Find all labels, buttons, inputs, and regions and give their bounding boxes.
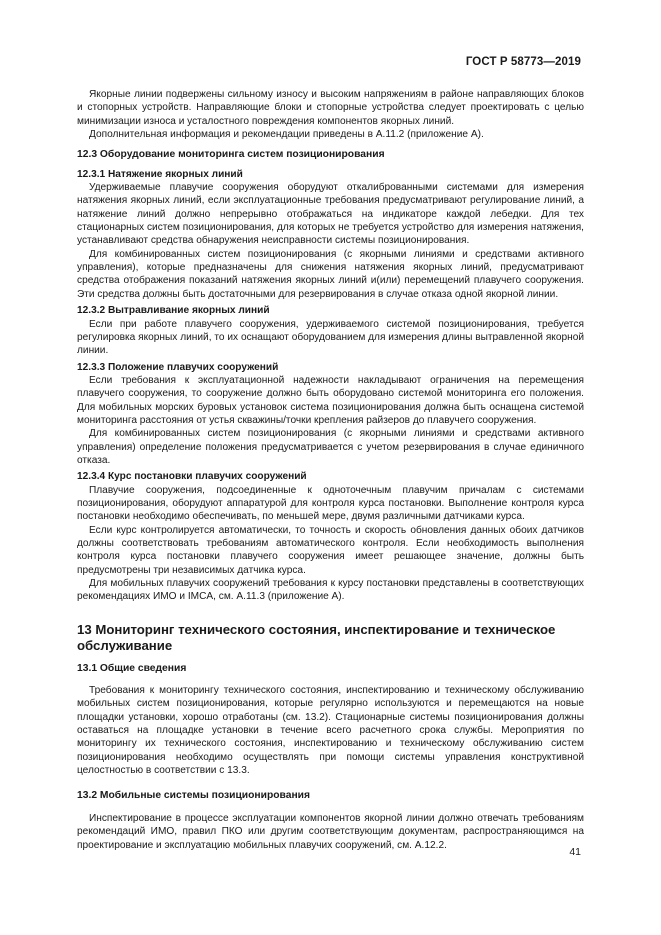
section-heading-12-3: 12.3 Оборудование мониторинга систем позиционирования (77, 149, 385, 161)
section-heading-12-3-1: 12.3.1 Натяжение якорных линий (77, 168, 243, 180)
paragraph: Требования к мониторингу технического состояния, инспектированию и техническому обслуживанию мобильных систем позиционирования, которые регулярно используются и перемещаются на новые площадки установки, хорошо отработаны (см. 13.2). Стационарные системы позиционирования должны оставаться на площадке установки в течение всего расчетного срока службы. Мероприятия по мониторингу их технического состояния, инспектированию и техническому обслуживанию систем позиционирования необходимо осуществлять при помощи системы управления конструктивной целостностью в соответствии с 13.3. (77, 685, 584, 777)
paragraph: Если требования к эксплуатационной надежности накладывают ограничения на перемещения плавучего сооружения, то сооружение должно быть оборудовано системой мониторинга его положения. Для мобильных морских буровых установок система позиционирования должна быть оснащена системой мониторинга расстояния от устья скважины/точки крепления райзеров до плавучего сооружения. (77, 374, 584, 426)
paragraph: Для мобильных плавучих сооружений требования к курсу постановки представлены в соответствующих рекомендациях ИМО и IMCA, см. А.11.3 (приложение А). (77, 578, 584, 603)
page-number: 41 (569, 846, 581, 858)
paragraph: Если курс контролируется автоматически, то точность и скорость обновления данных обоих датчиков должны соответствовать требованиям автоматического контроля. Если необходимость выполнения контроля курса постановки плавучего сооружения имеет решающее значение, должны быть предусмотрены три независимых датчика курса. (77, 524, 584, 576)
paragraph: Если при работе плавучего сооружения, удерживаемого системой позиционирования, требуется регулировка якорных линий, то их оснащают оборудованием для измерения длины вытравленной якорной линии. (77, 318, 584, 357)
document-body (77, 88, 584, 852)
paragraph: Для комбинированных систем позиционирования (с якорными линиями и средствами активного управления), которые предназначены для снижения натяжения якорных линий, предусматривают средства отображения показаний натяжения якорных линий и(или) перемещений плавучего сооружения. Эти средства должны быть достаточными для резервирования в случае отказа одной якорной линии. (77, 248, 584, 300)
section-heading-13-2: 13.2 Мобильные системы позиционирования (77, 790, 310, 802)
section-heading-12-3-3: 12.3.3 Положение плавучих сооружений (77, 361, 279, 373)
paragraph: Для комбинированных систем позиционирования (с якорными линиями и средствами активного управления) определение положения предусматривается с учетом резервирования в случае единичного отказа. (77, 428, 584, 466)
paragraph: Дополнительная информация и рекомендации приведены в А.11.2 (приложение А). (89, 129, 484, 141)
section-heading-13: 13 Мониторинг технического состояния, инспектирование и техническое обслуживание (77, 621, 556, 653)
paragraph: Плавучие сооружения, подсоединенные к одноточечным плавучим причалам с системами позиционирования, оборудуют аппаратурой для контроля курса постановки. Выполнение контроля курса постановки необходимо обеспечивать, по меньшей мере, двумя различными датчиками курса. (77, 484, 584, 523)
paragraph: Якорные линии подвержены сильному износу и высоким напряжениям в районе направляющих блоков и стопорных устройств. Направляющие блоки и стопорные устройства следует проектировать с целью минимизации износа и усталостного повреждения компонентов якорных линий. (77, 89, 584, 127)
section-heading-13-1: 13.1 Общие сведения (77, 662, 187, 674)
section-heading-12-3-2: 12.3.2 Вытравливание якорных линий (77, 305, 270, 317)
document-standard-id: ГОСТ Р 58773—2019 (465, 56, 581, 68)
paragraph: Инспектирование в процессе эксплуатации компонентов якорной линии должно отвечать требованиям рекомендаций ИМО, правил ПКО или другим соответствующим документам, распространяющимся на проектирование и эксплуатацию мобильных плавучих сооружений, см. А.12.2. (77, 812, 584, 851)
paragraph: Удерживаемые плавучие сооружения оборудуют откалиброванными системами для измерения натяжения якорных линий, если эксплуатационные требования предусматривают регулирование линий, а натяжение линий должно непрерывно отображаться на индикаторе каждой лебедки. Для тех стационарных систем позиционирования, для которых не требуется устройство для измерения натяжения, устанавливают средства обнаружения неисправности системы позиционирования. (77, 182, 584, 247)
section-heading-12-3-4: 12.3.4 Курс постановки плавучих сооружений (77, 471, 307, 483)
